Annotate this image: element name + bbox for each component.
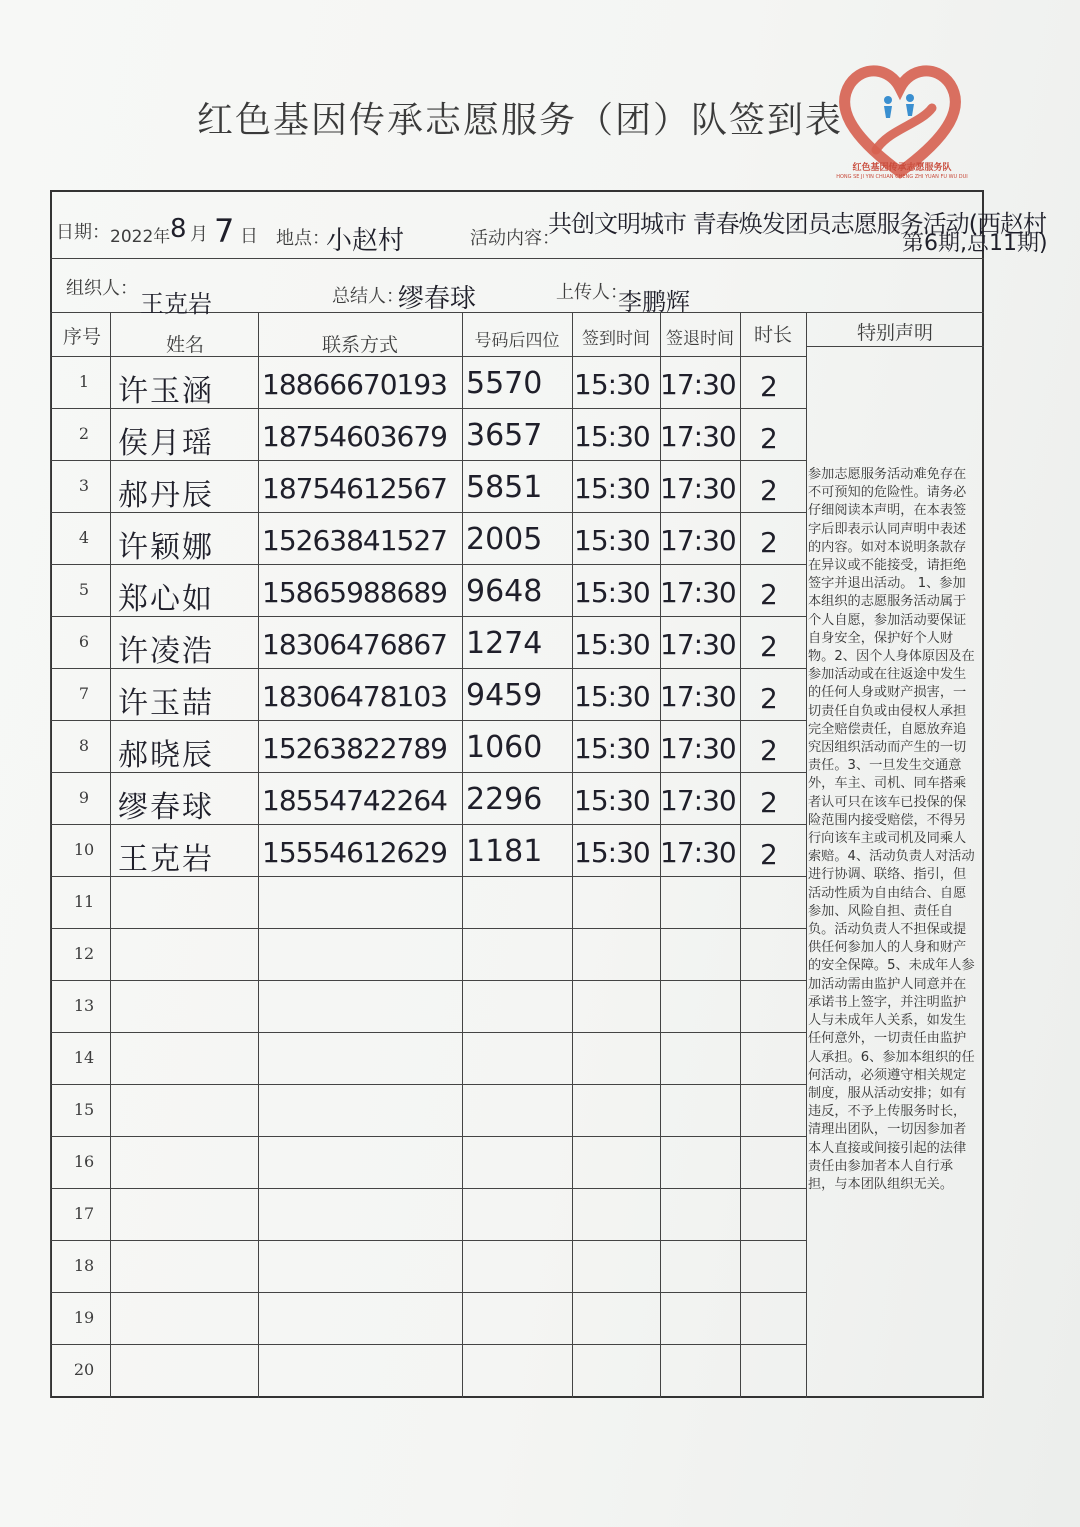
service-duration: 2: [760, 838, 778, 871]
uploader-label: 上传人：: [556, 282, 628, 303]
row-number: 6: [78, 632, 90, 651]
col-header-name: 姓名: [165, 334, 204, 356]
summarizer-label: 总结人：: [332, 286, 404, 307]
signer-name: 许玉涵: [118, 374, 214, 409]
phone-last-four: 1060: [466, 730, 543, 765]
row-divider: [50, 408, 806, 409]
grid-column-line: [572, 312, 573, 1398]
service-duration: 2: [760, 370, 778, 403]
row-divider: [50, 1084, 806, 1085]
signer-phone: 18754612567: [262, 472, 447, 505]
row-number: 10: [73, 840, 95, 859]
sign-out-time: 17:30: [660, 472, 736, 505]
location-value: 小赵村: [326, 226, 405, 256]
signer-name: 郑心如: [118, 582, 214, 617]
day-label: 日: [240, 226, 258, 247]
date-year: 2022年: [110, 227, 171, 247]
date-day: 7: [214, 212, 235, 250]
service-duration: 2: [760, 578, 778, 611]
service-duration: 2: [760, 474, 778, 507]
uploader-value: 李鹏辉: [618, 288, 690, 316]
phone-last-four: 5851: [466, 470, 543, 505]
service-duration: 2: [760, 422, 778, 455]
signer-phone: 15263841527: [262, 524, 447, 557]
sign-out-time: 17:30: [660, 576, 736, 609]
row-number: 13: [73, 996, 95, 1015]
signer-name: 许凌浩: [118, 634, 214, 669]
signer-name: 许颖娜: [118, 530, 214, 565]
row-divider: [50, 668, 806, 669]
row-number: 5: [78, 580, 90, 599]
sign-out-time: 17:30: [660, 836, 736, 869]
col-header-duration: 时长: [753, 324, 792, 346]
sign-out-time: 17:30: [660, 680, 736, 713]
signer-phone: 15554612629: [262, 836, 447, 869]
sign-in-time: 15:30: [574, 420, 650, 453]
col-header-signout: 签退时间: [666, 329, 734, 349]
row-divider: [50, 1240, 806, 1241]
row-number: 19: [73, 1308, 95, 1327]
signer-phone: 18866670193: [262, 368, 447, 401]
row-divider: [50, 980, 806, 981]
signer-phone: 18306478103: [262, 680, 447, 713]
sign-in-time: 15:30: [574, 836, 650, 869]
logo-org-name: 红色基因传承志愿服务队: [852, 163, 952, 173]
organizer-value: 王克岩: [140, 290, 212, 318]
signer-phone: 18754603679: [262, 420, 447, 453]
signer-name: 许玉喆: [118, 686, 214, 721]
col-header-contact: 联系方式: [321, 334, 398, 356]
sign-in-time: 15:30: [574, 576, 650, 609]
row-divider: [50, 720, 806, 721]
summarizer-value: 缪春球: [398, 284, 477, 314]
grid-column-line: [806, 312, 807, 1398]
phone-last-four: 5570: [466, 366, 543, 401]
row-number: 8: [78, 736, 90, 755]
sign-out-time: 17:30: [660, 524, 736, 557]
row-divider: [50, 564, 806, 565]
row-divider: [50, 512, 806, 513]
sign-in-time: 15:30: [574, 732, 650, 765]
signer-name: 郝丹辰: [118, 478, 214, 513]
row-divider: [50, 772, 806, 773]
activity-label: 活动内容：: [470, 228, 560, 249]
signer-phone: 18554742264: [262, 784, 447, 817]
service-duration: 2: [760, 786, 778, 819]
row-divider: [50, 616, 806, 617]
signer-name: 侯月瑶: [118, 426, 214, 461]
signer-phone: 15865988689: [262, 576, 447, 609]
sign-out-time: 17:30: [660, 628, 736, 661]
row-number: 1: [78, 372, 90, 391]
sign-out-time: 17:30: [660, 732, 736, 765]
divider: [50, 258, 984, 259]
phone-last-four: 9459: [466, 678, 543, 713]
sign-out-time: 17:30: [660, 368, 736, 401]
sign-in-time: 15:30: [574, 472, 650, 505]
grid-column-line: [740, 312, 741, 1398]
row-number: 12: [73, 944, 95, 963]
divider: [806, 346, 984, 347]
service-duration: 2: [760, 682, 778, 715]
row-divider: [50, 928, 806, 929]
row-divider: [50, 1188, 806, 1189]
row-divider: [50, 1292, 806, 1293]
signer-name: 郝晓辰: [118, 738, 214, 773]
row-divider: [50, 876, 806, 877]
phone-last-four: 3657: [466, 418, 543, 453]
location-label: 地点：: [276, 228, 330, 249]
col-header-no: 序号: [62, 326, 101, 348]
row-number: 9: [78, 788, 90, 807]
row-number: 11: [73, 892, 95, 911]
row-number: 4: [78, 528, 90, 547]
sign-in-time: 15:30: [574, 784, 650, 817]
grid-column-line: [258, 312, 259, 1398]
grid-column-line: [50, 312, 51, 1398]
organizer-label: 组织人：: [66, 278, 138, 299]
sign-in-time: 15:30: [574, 368, 650, 401]
row-number: 3: [78, 476, 90, 495]
col-header-signin: 签到时间: [582, 329, 650, 349]
signer-name: 王克岩: [118, 842, 214, 877]
sign-in-time: 15:30: [574, 524, 650, 557]
grid-column-line: [462, 312, 463, 1398]
row-number: 20: [73, 1360, 95, 1379]
row-number: 16: [73, 1152, 95, 1171]
row-number: 15: [73, 1100, 95, 1119]
row-divider: [50, 460, 806, 461]
row-divider: [50, 1032, 806, 1033]
date-label: 日期：: [56, 222, 110, 243]
phone-last-four: 2296: [466, 782, 543, 817]
signer-name: 缪春球: [118, 790, 214, 825]
row-divider: [50, 1136, 806, 1137]
activity-value: 共创文明城市 青春焕发团员志愿服务活动(西赵村: [548, 210, 1046, 238]
col-header-declaration: 特别声明: [856, 322, 933, 344]
col-header-last4: 号码后四位: [474, 331, 560, 351]
sign-in-time: 15:30: [574, 680, 650, 713]
row-number: 18: [73, 1256, 95, 1275]
row-number: 14: [73, 1048, 95, 1067]
row-number: 2: [78, 424, 90, 443]
logo-org-name-en: HONG SE JI YIN CHUAN CHENG ZHI YUAN FU WU DUI: [836, 174, 968, 180]
phone-last-four: 2005: [466, 522, 543, 557]
month-label: 月: [190, 224, 208, 245]
row-divider: [50, 1344, 806, 1345]
row-number: 7: [78, 684, 90, 703]
service-duration: 2: [760, 630, 778, 663]
signer-phone: 18306476867: [262, 628, 447, 661]
activity-value-line2: 第6期,总11期): [902, 231, 1048, 256]
row-number: 17: [73, 1204, 95, 1223]
special-declaration-text: 参加志愿服务活动难免存在不可预知的危险性。请务必仔细阅读本声明，在本表签字后即表示认同声明中表述的内容。如对本说明条款存在异议或不能接受，请拒绝签字并退出活动。 1、参加本组织的志愿服务活动属于个人自愿，参加活动要保证自身安全，保护好个人财物。2、因个人身体原因及在参加活动或在往返途中发生的任何人身或财产损害，一切责任自负或由侵权人承担完全赔偿责任，自愿放弃追究因组织活动而产生的一切责任。3、一旦发生交通意外，车主、司机、同车搭乘者认可只在该车已投保的保险范围内接受赔偿，不得另行向该车主或司机及同乘人索赔。4、活动负责人对活动进行协调、联络、指引，但活动性质为自由结合、自愿参加、风险自担、责任自负。活动负责人不担保或提供任何参加人的人身和财产的安全保障。5、未成年人参加活动需由监护人同意并在承诺书上签字，并注明监护人与未成年人关系，如发生任何意外，一切责任由监护人承担。6、参加本组织的任何活动，必须遵守相关规定制度，服从活动安排；如有违反，不予上传服务时长，清理出团队，一切因参加者本人直接或间接引起的法律责任由参加者本人自行承担，与本团队组织无关。: [808, 467, 975, 1192]
date-month: 8: [170, 214, 187, 244]
sign-out-time: 17:30: [660, 784, 736, 817]
phone-last-four: 1181: [466, 834, 543, 869]
row-divider: [50, 824, 806, 825]
sign-in-time: 15:30: [574, 628, 650, 661]
phone-last-four: 1274: [466, 626, 543, 661]
page-title: 红色基因传承志愿服务（团）队签到表: [196, 100, 843, 141]
service-duration: 2: [760, 526, 778, 559]
service-duration: 2: [760, 734, 778, 767]
signer-phone: 15263822789: [262, 732, 447, 765]
sign-out-time: 17:30: [660, 420, 736, 453]
phone-last-four: 9648: [466, 574, 543, 609]
